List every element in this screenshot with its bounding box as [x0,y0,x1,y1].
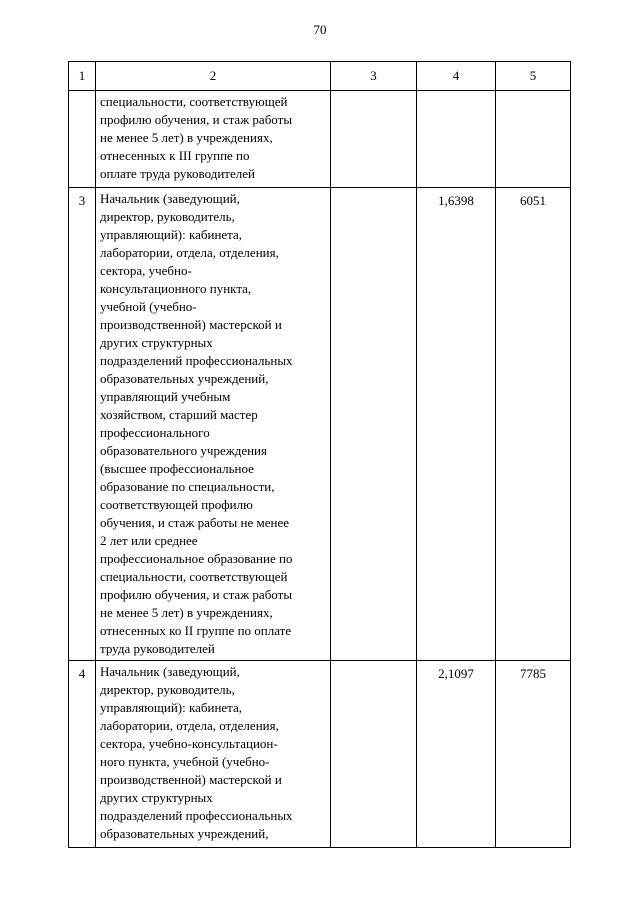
description-line: учебной (учебно- [100,299,197,314]
page-number: 70 [313,22,327,37]
salary-value: 7785 [496,661,571,848]
column-3-value [331,91,417,188]
description-line: образовательного учреждения [100,443,267,458]
description-line: отнесенных к III группе по [100,148,250,163]
table-row [69,91,571,188]
coefficient-value [417,91,496,188]
description-line: соответствующей профилю [100,497,253,512]
description-line: 2 лет или среднее [100,533,198,548]
description-line: консультационного пункта, [100,281,252,296]
description-line: специальности, соответствующей [100,94,288,109]
description-line: лаборатории, отдела, отделения, [100,718,279,733]
description-line: других структурных [100,335,213,350]
description-line: управляющий): кабинета, [100,227,243,242]
row-number: 4 [69,661,96,848]
description-line: отнесенных ко II группе по оплате [100,623,292,638]
description-line: хозяйством, старший мастер [100,407,258,422]
salary-table [68,61,571,848]
description-line: лаборатории, отдела, отделения, [100,245,279,260]
column-header-1: 1 [69,62,96,91]
description-line: (высшее профессиональное [100,461,254,476]
description-line: профессионального [100,425,210,440]
description-line: производственной) мастерской и [100,317,282,332]
description-line: не менее 5 лет) в учреждениях, [100,130,273,145]
row-number: 3 [69,188,96,661]
description-line: образование по специальности, [100,479,275,494]
position-description [96,661,331,848]
salary-value [496,91,571,188]
column-header-3: 3 [331,62,417,91]
description-line: управляющий учебным [100,389,231,404]
coefficient-value: 1,6398 [417,188,496,661]
column-3-value [331,661,417,848]
description-line: обучения, и стаж работы не менее [100,515,289,530]
description-line: профилю обучения, и стаж работы [100,587,293,602]
description-line: производственной) мастерской и [100,772,282,787]
description-line: ного пункта, учебной (учебно- [100,754,270,769]
description-line: образовательных учреждений, [100,371,269,386]
table-row [69,661,571,848]
description-line: образовательных учреждений, [100,826,269,841]
coefficient-value: 2,1097 [417,661,496,848]
description-line: управляющий): кабинета, [100,700,243,715]
description-line: подразделений профессиональных [100,808,293,823]
description-line: Начальник (заведующий, [100,664,240,679]
row-number [69,91,96,188]
column-header-5: 5 [496,62,571,91]
salary-value: 6051 [496,188,571,661]
description-line: подразделений профессиональных [100,353,293,368]
position-description [96,188,331,661]
description-line: директор, руководитель, [100,682,235,697]
table-header-row [69,62,571,91]
description-line: специальности, соответствующей [100,569,288,584]
description-line: сектора, учебно- [100,263,192,278]
description-line: профессиональное образование по [100,551,293,566]
table-row [69,188,571,661]
description-line: профилю обучения, и стаж работы [100,112,293,127]
description-line: не менее 5 лет) в учреждениях, [100,605,273,620]
description-line: Начальник (заведующий, [100,191,240,206]
column-3-value [331,188,417,661]
column-header-4: 4 [417,62,496,91]
column-header-2: 2 [96,62,331,91]
description-line: директор, руководитель, [100,209,235,224]
description-line: труда руководителей [100,641,215,656]
description-line: сектора, учебно-консультацион- [100,736,278,751]
description-line: других структурных [100,790,213,805]
description-line: оплате труда руководителей [100,166,255,181]
position-description [96,91,331,188]
